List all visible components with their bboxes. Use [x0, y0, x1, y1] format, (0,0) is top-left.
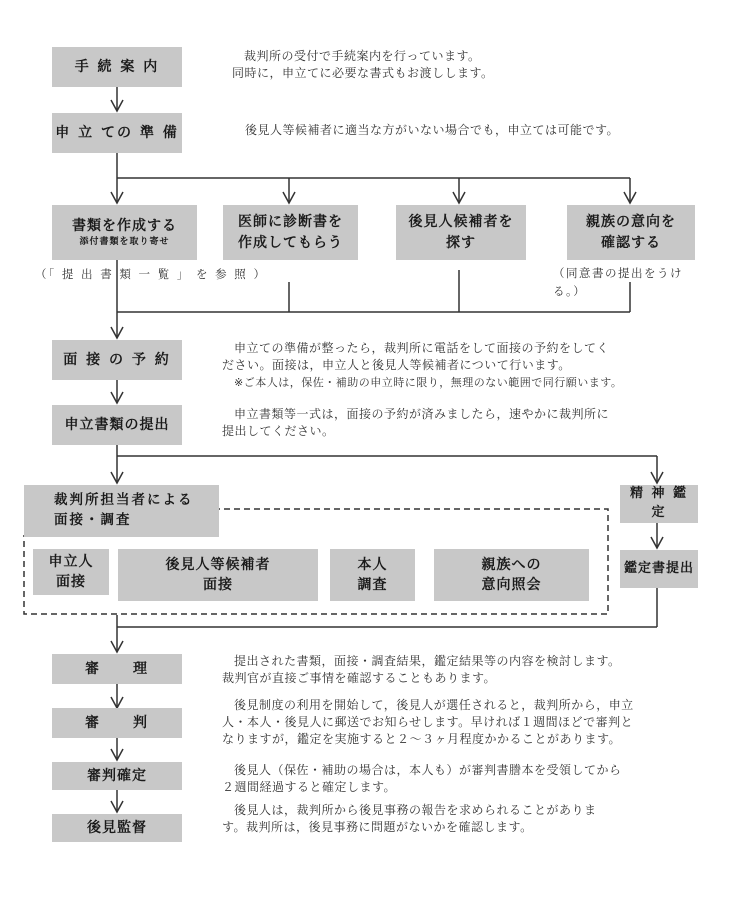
- item-principal-investigation: 本人 調査: [330, 549, 415, 601]
- step-review: 審 理: [52, 654, 182, 684]
- step-supervision-desc: 後見人は，裁判所から後見事務の報告を求められることがありま す。裁判所は，後見事務に問題がないかを確認します。: [222, 803, 597, 834]
- step-prepare-desc: 後見人等候補者に適当な方がいない場合でも，申立ては可能です。: [245, 123, 620, 137]
- step-finalization-desc: 後見人（保佐・補助の場合は，本人も）が審判書謄本を受領してから ２週間経過すると確定します。: [222, 763, 622, 794]
- step-label: 手 続 案 内: [74, 58, 160, 75]
- step-submission: 申立書類の提出: [52, 405, 182, 445]
- task-medical-certificate: 医師に診断書を 作成してもらう: [223, 205, 358, 260]
- step-reservation-desc: 申立ての準備が整ったら，裁判所に電話をして面接の予約をしてく ださい。面接は，申立人と後見人等候補者について行います。 ※ご本人は，保佐・補助の申立時に限り，無理のない範囲で同行願います。: [222, 341, 623, 389]
- step-assessment-report: 鑑定書提出: [620, 550, 698, 588]
- step-guidance: [52, 47, 182, 87]
- step-judgment-desc: 後見制度の利用を開始して，後見人が選任されると，裁判所から，申立 人・本人・後見人に郵送でお知らせします。早ければ１週間ほどで審判と なりますが，鑑定を実施すると２～３ヶ月程度かかることがあります。: [222, 698, 634, 746]
- task-create-documents: 書類を作成する 添付書類を取り寄せ: [52, 205, 197, 260]
- item-family-inquiry: 親族への 意向照会: [434, 549, 589, 601]
- item-candidate-interview: 後見人等候補者 面接: [118, 549, 318, 601]
- step-prepare: 申 立 ての 準 備: [52, 113, 182, 153]
- step-court-interview: 裁判所担当者による 面接・調査: [24, 485, 219, 537]
- item-applicant-interview: 申立人 面接: [33, 549, 109, 595]
- step-review-desc: 提出された書類，面接・調査結果，鑑定結果等の内容を検討します。 裁判官が直接ご事情を確認することもあります。: [222, 654, 621, 685]
- step-guidance-desc: 裁判所の受付で手続案内を行っています。 同時に，申立てに必要な書式もお渡しします。: [232, 49, 494, 80]
- task-confirm-family: 親族の意向を 確認する: [567, 205, 695, 260]
- step-supervision: 後見監督: [52, 814, 182, 842]
- step-reservation: 面 接 の 予 約: [52, 340, 182, 380]
- step-finalization: 審判確定: [52, 762, 182, 790]
- task-find-guardian: 後見人候補者を 探す: [396, 205, 526, 260]
- step-submission-desc: 申立書類等一式は，面接の予約が済みましたら，速やかに裁判所に 提出してください。: [222, 407, 610, 438]
- note-consent: （同意書の提出をうけ る。）: [553, 266, 683, 298]
- note-document-list: （「 提 出 書 類 一 覧 」 を 参 照 ）: [35, 267, 267, 281]
- step-psychiatric-assessment: 精 神 鑑 定: [620, 485, 698, 523]
- step-judgment: 審 判: [52, 708, 182, 738]
